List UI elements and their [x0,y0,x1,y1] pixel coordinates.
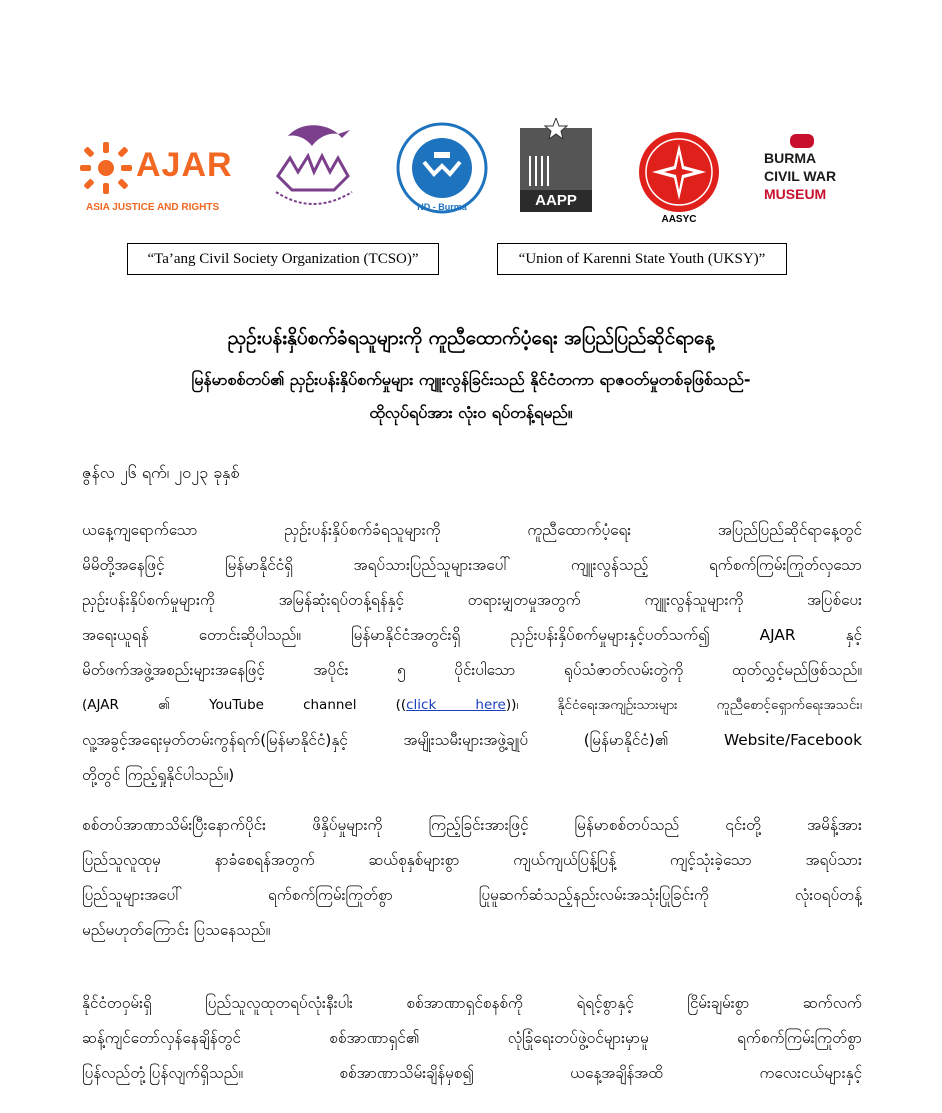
burma-civil-war-museum-logo [762,132,842,212]
museum-line-1: BURMA [764,150,817,166]
museum-line-2: CIVIL WAR [764,168,837,184]
paragraph-line: ညှဉ်းပန်းနှိပ်စက်မှုများကို အမြန်ဆုံးရပ်တန့်ရန်နှင့် တရားမျှတမှုအတွက် ကျူးလွန်သူများကို အပြစ်ပေး [82,591,862,609]
dateline: ဇွန်လ ၂၆ ရက်၊ ၂၀၂၃ ခုနှစ် [82,463,240,482]
paragraph-line-with-link [82,688,862,723]
paragraph-line: ယနေ့ကျရောက်သော ညှဉ်းပန်းနှိပ်စက်ခံရသူများကို ကူညီထောက်ပံ့ရေး အပြည်ပြည်ဆိုင်ရာနေ့တွင် [82,521,862,539]
subheadline-2: ထိုလုပ်ရပ်အား လုံးဝ ရပ်တန့်ရမည်။ [369,403,573,422]
link-prefix: (AJAR ၏ YouTube channel (( [82,697,407,713]
ajar-sun-icon [80,140,132,196]
paragraph-2 [82,808,862,948]
paragraph-line: ပြန်လည်တုံ့ပြန်လျက်ရှိသည်။ စစ်အာဏာသိမ်းချိန်မှစ၍ ယနေ့အချိန်အထိ ကလေးငယ်များနှင့် [82,1064,862,1082]
paragraph-line: တို့တွင် ကြည့်ရှုနိုင်ပါသည်။) [82,766,235,784]
paragraph-line: မိမိတို့အနေဖြင့် မြန်မာနိုင်ငံရှိ အရပ်သားပြည်သူများအပေါ် ကျူးလွန်သည့် ရက်စက်ကြမ်းကြုတ်လှသော [82,556,862,574]
aapp-logo [520,118,592,212]
youtube-click-here-link[interactable]: click here [406,697,506,713]
paragraph-line: ပြည်သူများအပေါ် ရက်စက်ကြမ်းကြုတ်စွာ ပြုမူဆက်ဆံသည့်နည်းလမ်းအသုံးပြုခြင်းကို လုံးဝရပ်တန့် [82,886,862,904]
paragraph-line: ပြည်သူလူထုမှ နာခံစေရန်အတွက် ဆယ်စုနှစ်များစွာ ကျယ်ကျယ်ပြန့်ပြန့် ကျင့်သုံးခဲ့သော အရပ်သား [82,851,862,869]
paragraph-line: စစ်တပ်အာဏာသိမ်းပြီးနောက်ပိုင်း ဖိနှိပ်မှုများကို ကြည့်ခြင်းအားဖြင့် မြန်မာစစ်တပ်သည် ၎င်းတို့ အမိန့်အား [82,816,862,834]
aapp-prison-icon [520,118,592,190]
museum-line-3: MUSEUM [764,186,827,202]
womens-league-logo [268,118,358,218]
aasyc-logo [636,130,722,225]
paragraph-1 [82,513,862,793]
nd-burma-seal-icon [394,122,490,218]
subheadline-1: မြန်မာစစ်တပ်၏ ညှဉ်းပန်းနှိပ်စက်မှုများ ကျူးလွန်ခြင်းသည် နိုင်ငံတကာ ရာဇဝတ်မှုတစ်ခုဖြစ်သည်- [191,370,751,389]
ajar-wordmark: AJAR [136,146,233,184]
partner-logos-row [80,118,860,225]
svg-text:ND - Burma: ND - Burma [417,202,467,212]
paragraph-line: မည်မဟုတ်ကြောင်း ပြသနေသည်။ [82,921,271,939]
nd-burma-logo [394,122,490,218]
paragraph-line: ဆန့်ကျင်တော်လှန်နေချိန်တွင် စစ်အာဏာရှင်၏ လုံခြုံရေးတပ်ဖွဲ့ဝင်များမှာမူ ရက်စက်ကြမ်းကြုတ်စွာ [82,1029,862,1047]
paragraph-line: လူ့အခွင့်အရေးမှတ်တမ်းကွန်ရက်(မြန်မာနိုင်ငံ)နှင့် အမျိုးသမီးများအဖွဲ့ချုပ် (မြန်မာနိုင်ငံ)၏ Website/Facebook [82,731,862,749]
headline: ညှဉ်းပန်းနှိပ်စက်ခံရသူများကို ကူညီထောက်ပံ့ရေး အပြည်ပြည်ဆိုင်ရာနေ့ [227,327,715,349]
link-suffix: ))၊ နိုင်ငံရေးအကျဉ်းသားများ ကူညီစောင့်ရှောက်ရေးအသင်း၊ [505,697,862,713]
paragraph-line: အရေးယူရန် တောင်းဆိုပါသည်။ မြန်မာနိုင်ငံအတွင်းရှိ ညှဉ်းပန်းနှိပ်စက်မှုများနှင့်ပတ်သက်၍ AJAR နှင့် [82,626,862,644]
paragraph-line: မိတ်ဖက်အဖွဲ့အစည်းများအနေဖြင့် အပိုင်း ၅ ပိုင်းပါသော ရုပ်သံဇာတ်လမ်းတွဲကို ထုတ်လွှင့်မည်ဖြစ်သည်။ [82,661,862,679]
aasyc-label: AASYC [661,214,697,225]
paragraph-3 [82,986,862,1091]
paragraph-line: နိုင်ငံတဝှမ်းရှိ ပြည်သူလူထုတရပ်လုံးနီးပါး စစ်အာဏာရှင်စနစ်ကို ရဲရင့်စွာနှင့် ငြိမ်းချမ်းစွာ ဆက်လက် [82,994,862,1012]
ajar-subtitle: ASIA JUSTICE AND RIGHTS [86,202,220,213]
uksy-org-box: “Union of Karenni State Youth (UKSY)” [497,243,787,275]
dove-hands-icon [268,118,358,218]
ajar-logo [80,138,233,213]
aasyc-star-icon [636,130,722,214]
tcso-org-box: “Ta’ang Civil Society Organization (TCSO)” [127,243,439,275]
aapp-label: AAPP [520,190,592,212]
